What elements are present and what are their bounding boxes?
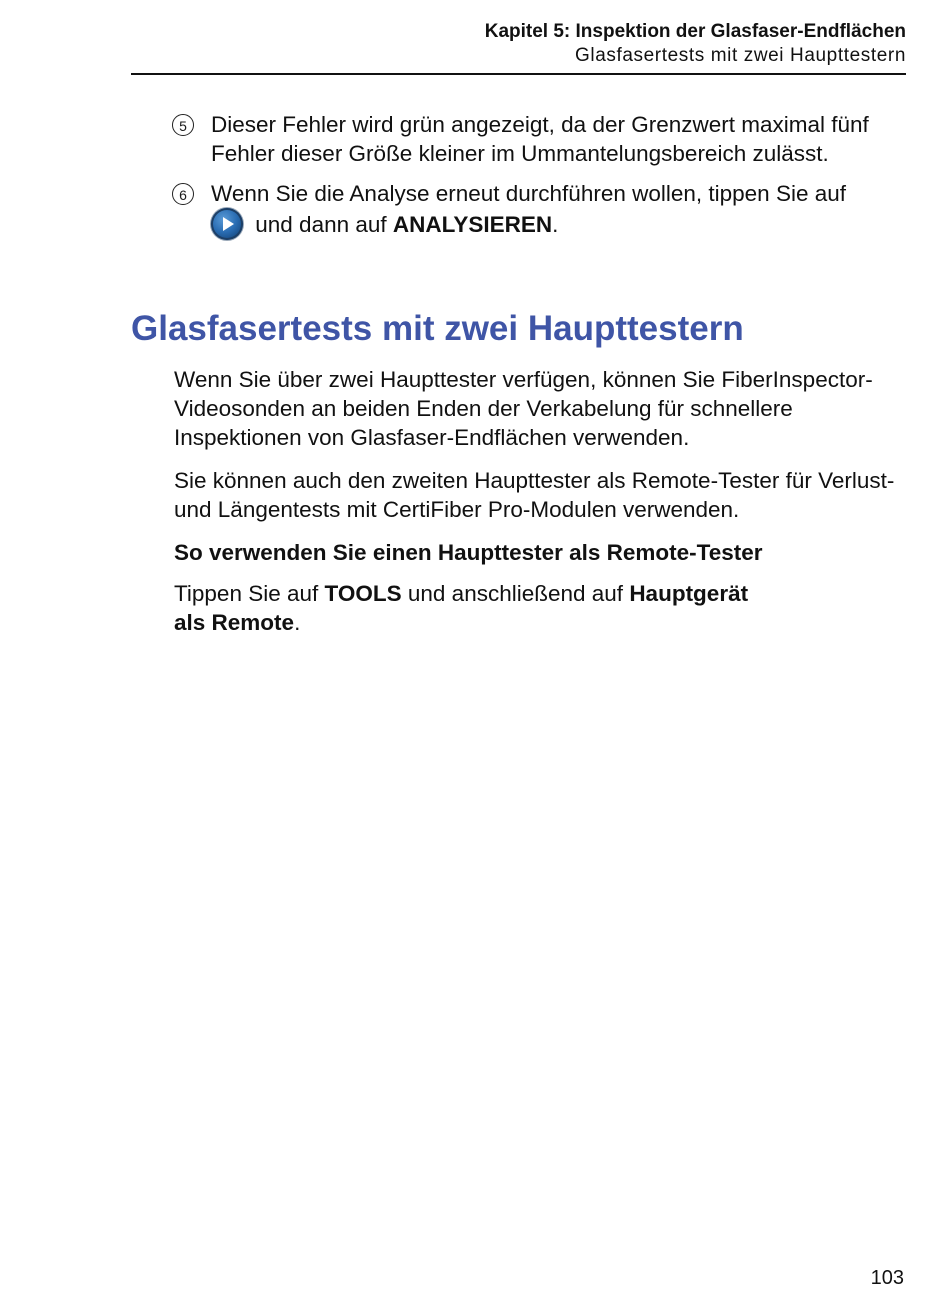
instr-middle: und anschließend auf	[407, 581, 624, 606]
chapter-title: Kapitel 5: Inspektion der Glasfaser-Endflächen	[484, 21, 906, 42]
page-number: 103	[870, 1267, 904, 1289]
hauptgeraet-label-1: Hauptgerät	[629, 581, 749, 606]
step-6-text-before: Wenn Sie die Analyse erneut durchführen wollen, tippen Sie auf	[211, 181, 846, 206]
instr-end: .	[294, 610, 301, 635]
step-number-6: 6	[172, 183, 194, 205]
procedure-heading: So verwenden Sie einen Haupttester als Remote-Tester	[174, 540, 763, 565]
running-header	[131, 20, 906, 68]
paragraph-instructions	[174, 579, 914, 637]
step-number-5: 5	[172, 114, 194, 136]
step-list	[172, 110, 912, 251]
paragraph-intro: Wenn Sie über zwei Haupttester verfügen, können Sie FiberInspector-Videosonden an beiden Enden der Verkabelung für schnellere Inspektionen von Glasfaser-Endflächen verwenden.	[174, 367, 873, 450]
hauptgeraet-label-2: als Remote	[174, 610, 295, 635]
step-6-end: .	[552, 212, 559, 237]
header-divider	[131, 73, 906, 75]
step-text-6	[211, 179, 846, 240]
section-subtitle: Glasfasertests mit zwei Haupttestern	[575, 45, 906, 66]
step-text-5: Dieser Fehler wird grün angezeigt, da der Grenzwert maximal fünf Fehler dieser Größe kleiner im Ummantelungsbereich zulässt.	[211, 112, 869, 166]
play-icon	[211, 208, 243, 240]
analysieren-label: ANALYSIEREN	[392, 212, 553, 237]
tools-label: TOOLS	[324, 581, 402, 606]
step-6	[172, 179, 912, 240]
step-6-text-after: und dann auf	[255, 212, 387, 237]
paragraph-remote: Sie können auch den zweiten Haupttester als Remote-Tester für Verlust- und Längentests mit CertiFiber Pro-Modulen verwenden.	[174, 468, 895, 522]
instr-before: Tippen Sie auf	[174, 581, 319, 606]
section-heading: Glasfasertests mit zwei Haupttestern	[131, 309, 744, 348]
step-5	[172, 110, 912, 168]
section-body	[174, 365, 914, 651]
